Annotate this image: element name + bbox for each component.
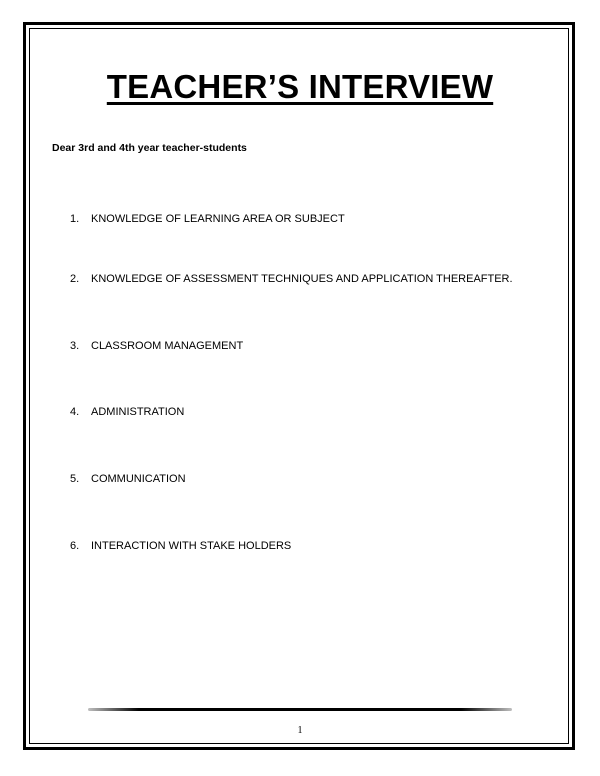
- list-item-text: KNOWLEDGE OF LEARNING AREA OR SUBJECT: [91, 213, 345, 225]
- list-item-number: 1.: [70, 213, 80, 225]
- page-title: [0, 68, 600, 106]
- page-border-inner: [29, 28, 569, 744]
- salutation: Dear 3rd and 4th year teacher-students: [52, 142, 247, 154]
- list-item-number: 4.: [70, 406, 80, 418]
- list-item: [70, 540, 291, 552]
- list-item-text: INTERACTION WITH STAKE HOLDERS: [91, 540, 292, 552]
- list-item-number: 2.: [70, 273, 80, 285]
- list-item: [70, 473, 186, 485]
- list-item-text: KNOWLEDGE OF ASSESSMENT TECHNIQUES AND APPLICATION THEREAFTER.: [91, 273, 513, 285]
- list-item-text: ADMINISTRATION: [91, 406, 185, 418]
- list-item: [70, 213, 345, 225]
- list-item: [70, 406, 184, 418]
- page-title-text: TEACHER’S INTERVIEW: [106, 68, 494, 105]
- footer-divider: [88, 708, 512, 711]
- page-number: 1: [297, 725, 303, 736]
- list-item: [70, 340, 243, 352]
- list-item-text: COMMUNICATION: [91, 473, 186, 485]
- list-item-number: 5.: [70, 473, 80, 485]
- list-item: [70, 273, 513, 285]
- list-item-number: 3.: [70, 340, 80, 352]
- list-item-text: CLASSROOM MANAGEMENT: [91, 340, 244, 352]
- list-item-number: 6.: [70, 540, 80, 552]
